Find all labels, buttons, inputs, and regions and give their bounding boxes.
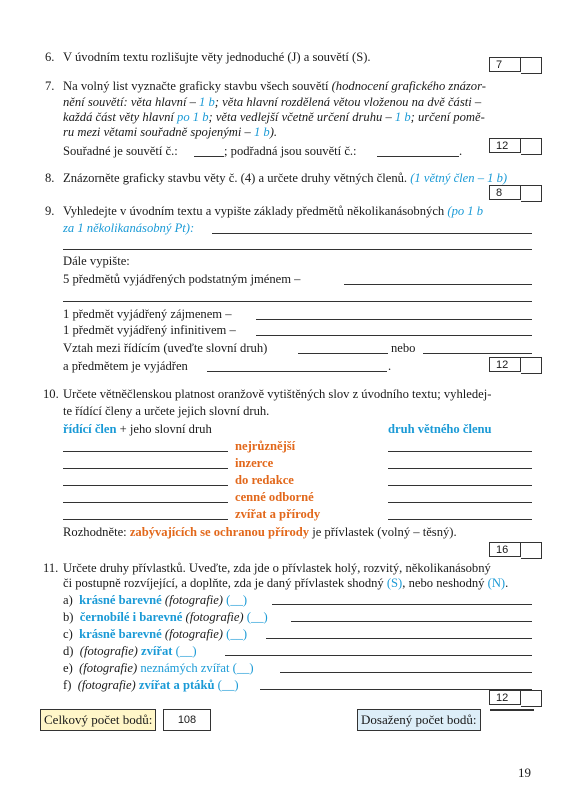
points-value: 12: [489, 138, 521, 153]
q10-line1: Určete větněčlenskou platnost oranžově vytištěných slov z úvodního textu; vyhledej-: [63, 387, 492, 401]
q7-line5: Souřadné je souvětí č.:: [63, 144, 178, 158]
q7-line4: ru mezi větami souřadně spojenými – 1 b).: [63, 125, 278, 139]
q10-function-line[interactable]: [388, 485, 532, 486]
q10-governing-line[interactable]: [63, 485, 228, 486]
q7-line3: každá část věty hlavní po 1 b; věta vedlejší včetně určení druhu – 1 b; určení pomě-: [63, 110, 485, 124]
points-value: 12: [489, 357, 521, 372]
points-entry[interactable]: [521, 357, 542, 374]
q7-line2: nění souvětí: věta hlavní – 1 b; věta hlavní rozdělená větou vloženou na dvě části –: [63, 95, 482, 109]
q11-item: c) krásně barevné (fotografie) (__): [63, 627, 248, 641]
achieved-points-label: Dosažený počet bodů:: [357, 709, 481, 731]
q7-line1: [63, 78, 486, 95]
points-entry[interactable]: [521, 57, 542, 74]
q9-period: .: [388, 359, 392, 373]
q10-function-line[interactable]: [388, 468, 532, 469]
q7-line5-b: ; podřadná jsou souvětí č.:: [224, 144, 357, 158]
q9-points-box: [489, 357, 542, 374]
q11-item: d) (fotografie) zvířat (__): [63, 644, 197, 658]
q10-word: do redakce: [235, 473, 294, 487]
q6-number: 6.: [45, 50, 55, 64]
q11-answer-line[interactable]: [280, 672, 532, 673]
q8-number: 8.: [45, 171, 55, 185]
points-value: 8: [489, 185, 521, 200]
q11-item: f) (fotografie) zvířat a ptáků (__): [63, 678, 239, 692]
q10-number: 10.: [43, 387, 59, 401]
q10-governing-line[interactable]: [63, 451, 228, 452]
points-entry[interactable]: [521, 138, 542, 155]
q9-item1-label: 5 předmětů vyjádřených podstatným jménem –: [63, 272, 301, 286]
q10-word: nejrůznější: [235, 439, 296, 453]
q10-col2-header: druh větného členu: [388, 422, 492, 436]
achieved-points-field[interactable]: [490, 709, 534, 711]
q10-word: cenné odborné: [235, 490, 314, 504]
q7-subordinate-blank[interactable]: [377, 156, 459, 157]
points-entry[interactable]: [521, 690, 542, 707]
q8-line: Znázorněte graficky stavbu věty č. (4) a určete druhy větných členů. (1 větný člen – 1 b): [63, 171, 508, 185]
q10-decide: Rozhodněte: zabývajících se ochranou přírody je přívlastek (volný – těsný).: [63, 525, 457, 539]
q9-item2-label: 1 předmět vyjádřený zájmenem –: [63, 307, 232, 321]
q9-item1-line-a[interactable]: [344, 284, 532, 285]
q9-item4-line-b[interactable]: [423, 353, 532, 354]
q11-item: b) černobílé i barevné (fotografie) (__): [63, 610, 268, 624]
q6-points-box: [489, 57, 542, 74]
q7-period: .: [459, 144, 463, 158]
q9-item3-line[interactable]: [256, 335, 532, 336]
q10-governing-line[interactable]: [63, 502, 228, 503]
q11-item: e) (fotografie) neznámých zvířat (__): [63, 661, 254, 675]
q9-answer-line-1[interactable]: [212, 233, 532, 234]
q10-line2: te řídící členy a určete jejich slovní druh.: [63, 404, 270, 418]
points-value: 7: [489, 57, 521, 72]
q11-line2: či postupně rozvíjející, a doplňte, zda je daný přívlastek shodný (S), nebo neshodný (N).: [63, 576, 509, 590]
points-entry[interactable]: [521, 185, 542, 202]
q9-item3-label: 1 předmět vyjádřený infinitivem –: [63, 323, 236, 337]
q10-points-box: [489, 542, 542, 559]
q11-number: 11.: [43, 561, 59, 575]
q10-col1-header: řídící člen + jeho slovní druh: [63, 422, 212, 436]
q9-line1: Vyhledejte v úvodním textu a vypište základy předmětů několikanásobných (po 1 b: [63, 204, 484, 218]
page-number: 19: [518, 765, 531, 780]
q9-item5-label: a předmětem je vyjádřen: [63, 359, 188, 373]
q11-answer-line[interactable]: [291, 621, 532, 622]
q9-item5-line[interactable]: [207, 371, 387, 372]
q10-word: zvířat a přírody: [235, 507, 321, 521]
q10-word: inzerce: [235, 456, 274, 470]
q9-item4-label: Vztah mezi řídícím (uveďte slovní druh): [63, 341, 268, 355]
q9-number: 9.: [45, 204, 55, 218]
q7-scoring: (hodnocení grafického znázor-: [331, 79, 486, 93]
q7-number: 7.: [45, 79, 55, 93]
points-value: 12: [489, 690, 521, 705]
q9-item2-line[interactable]: [256, 319, 532, 320]
q9-item1-line-b[interactable]: [63, 301, 532, 302]
points-value: 16: [489, 542, 521, 557]
q10-function-line[interactable]: [388, 519, 532, 520]
q7-text: Na volný list vyznačte graficky stavbu všech souvětí: [63, 79, 332, 93]
q9-answer-line-2[interactable]: [63, 249, 532, 250]
q9-item4-line-a[interactable]: [298, 353, 388, 354]
points-entry[interactable]: [521, 542, 542, 559]
q11-points-box: [489, 690, 542, 707]
q9-more-label: Dále vypište:: [63, 254, 130, 268]
q7-points-box: [489, 138, 542, 155]
q11-answer-line[interactable]: [272, 604, 532, 605]
q11-answer-line[interactable]: [266, 638, 532, 639]
q10-function-line[interactable]: [388, 451, 532, 452]
q9-hint: za 1 několikanásobný Pt):: [63, 221, 195, 235]
total-points-value: 108: [163, 709, 211, 731]
q6-text: V úvodním textu rozlišujte věty jednoduché (J) a souvětí (S).: [63, 50, 371, 64]
total-points-label: Celkový počet bodů:: [40, 709, 156, 731]
q7-coordinate-blank[interactable]: [194, 156, 224, 157]
q11-item: a) krásné barevné (fotografie) (__): [63, 593, 248, 607]
q8-points-box: [489, 185, 542, 202]
q10-function-line[interactable]: [388, 502, 532, 503]
q10-governing-line[interactable]: [63, 519, 228, 520]
q11-answer-line[interactable]: [225, 655, 532, 656]
q10-governing-line[interactable]: [63, 468, 228, 469]
q11-line1: Určete druhy přívlastků. Uveďte, zda jde o přívlastek holý, rozvitý, několikanásobný: [63, 561, 491, 575]
q9-item4-or: nebo: [391, 341, 416, 355]
